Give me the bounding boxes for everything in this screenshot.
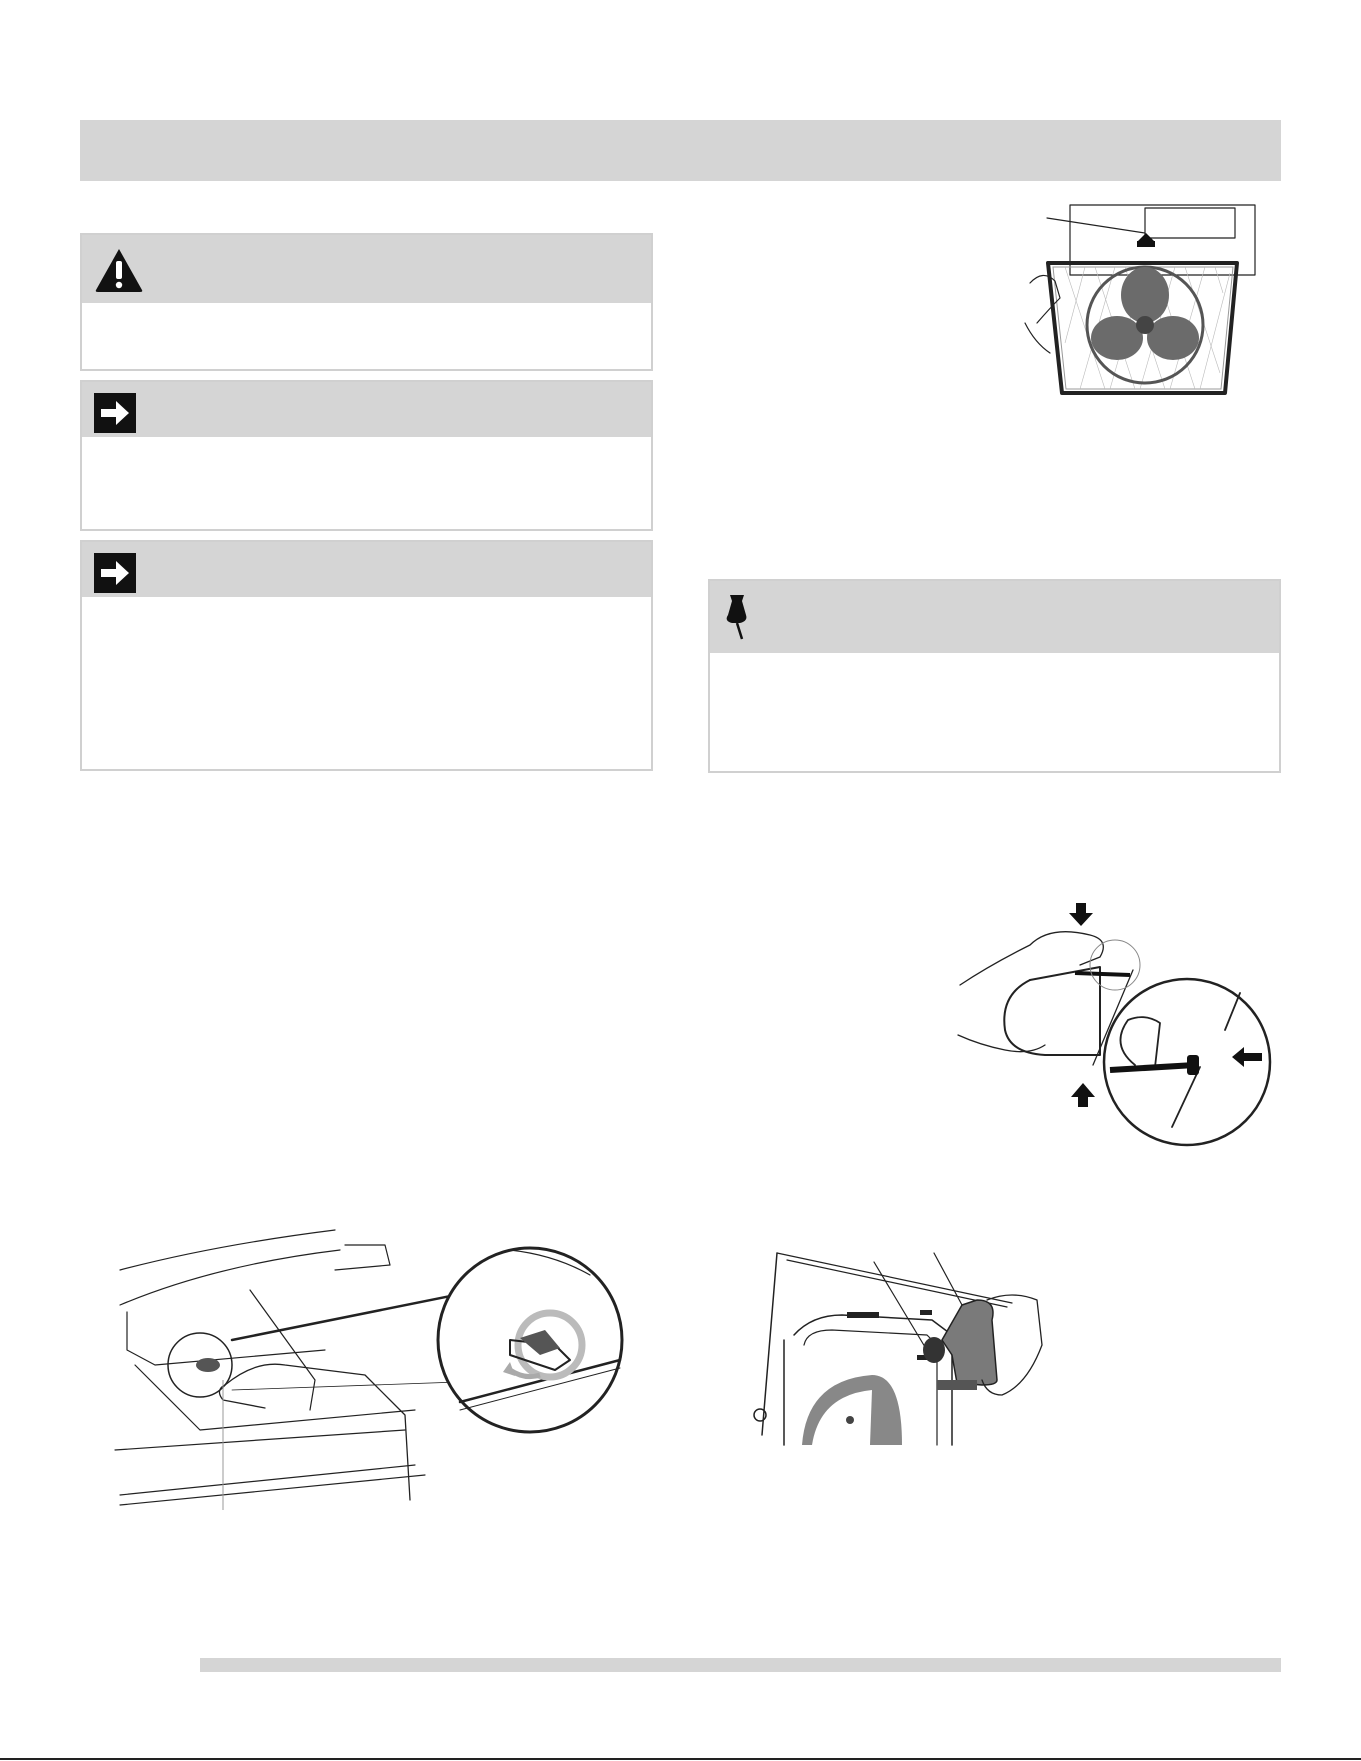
header-bar [80, 120, 1281, 181]
important-box-1 [80, 380, 653, 531]
page-bottom-rule [0, 1758, 1361, 1760]
air-filter-removal-illustration [1025, 203, 1255, 408]
warning-box [80, 233, 653, 371]
filter-cap-squeeze-illustration [950, 895, 1285, 1145]
filter-cap-install-illustration [752, 1245, 1052, 1450]
filter-twist-illustration [115, 1230, 625, 1510]
important-box-2-header [82, 542, 651, 597]
important-box-1-header [82, 382, 651, 437]
footer-bar [200, 1658, 1281, 1672]
warning-triangle-icon [94, 247, 144, 293]
important-box-2 [80, 540, 653, 771]
arrow-right-icon [94, 553, 136, 593]
note-box [708, 579, 1281, 773]
warning-box-header [82, 235, 651, 303]
arrow-right-icon [94, 393, 136, 433]
pushpin-icon [722, 591, 762, 643]
note-box-header [710, 581, 1279, 653]
